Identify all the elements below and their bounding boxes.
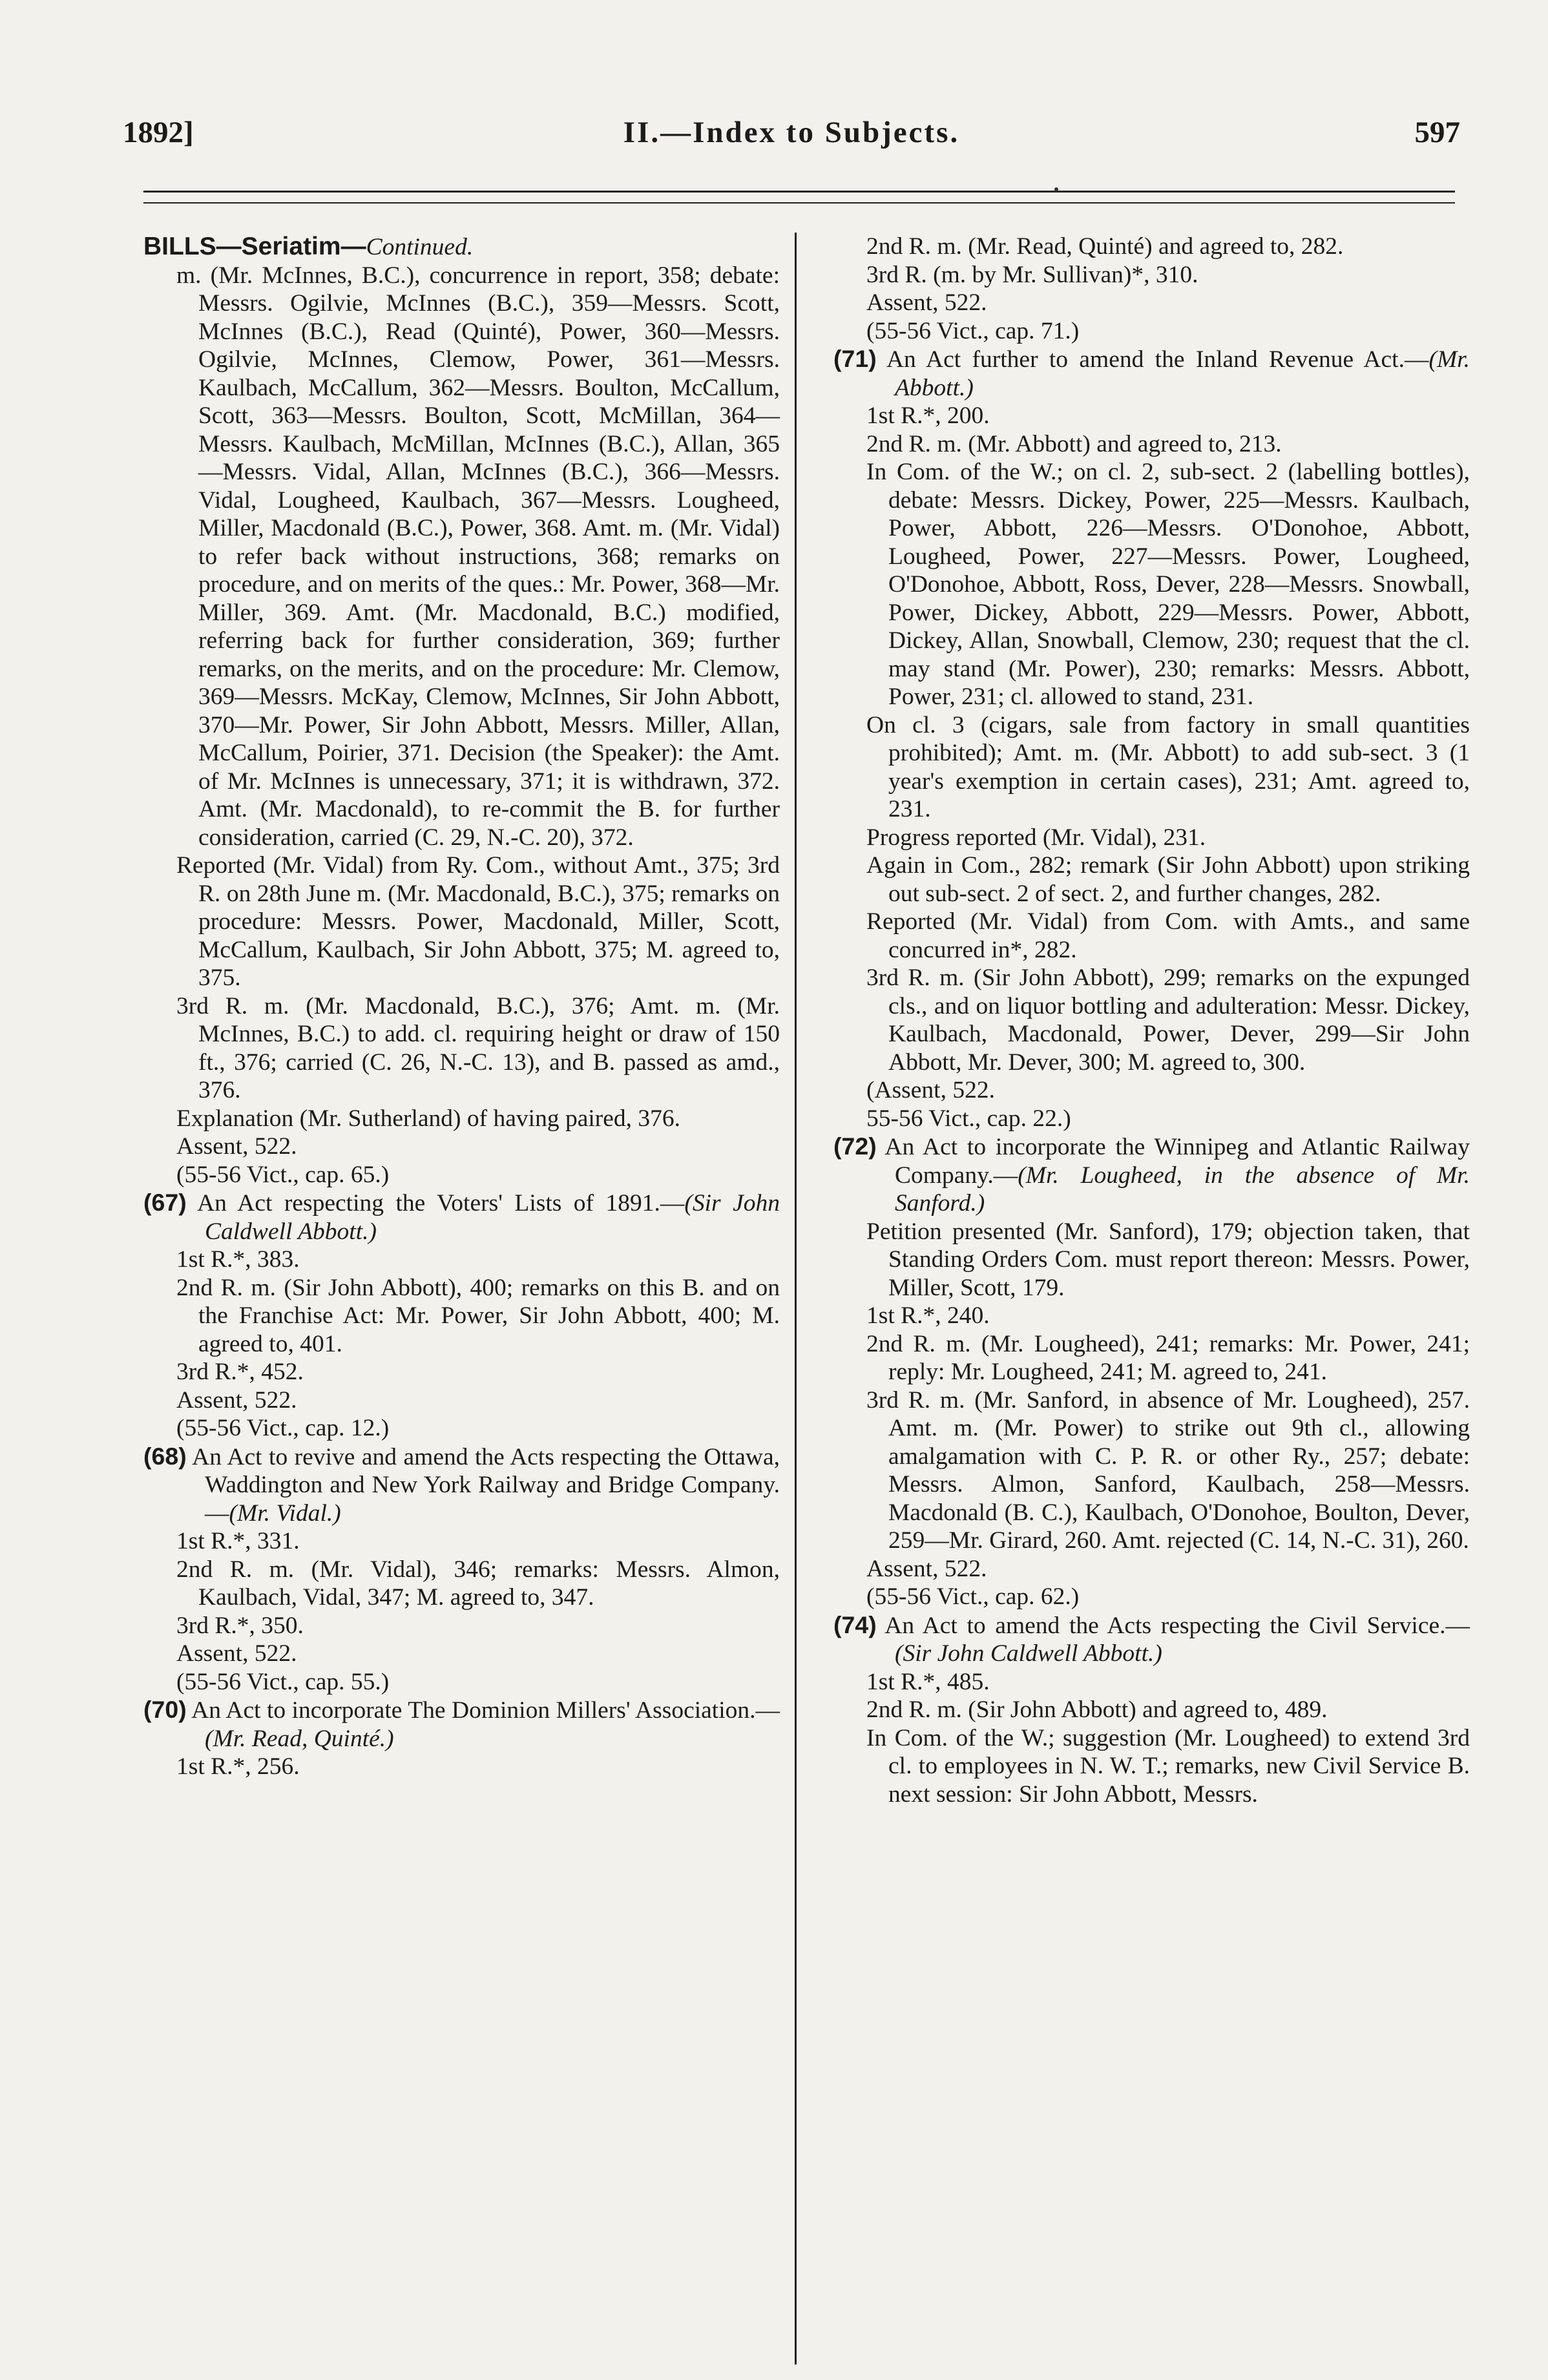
list-item: Assent, 522. [866, 289, 987, 316]
list-item: 2nd R. m. (Mr. Vidal), 346; remarks: Messrs. Almon, Kaulbach, Vidal, 347; M. agreed to, 347. [176, 1556, 780, 1611]
bill-title-text: An Act to revive and amend the Acts respecting the Ottawa, Waddington and New York Railway and Bridge Company.— [192, 1443, 780, 1527]
list-item: 3rd R. m. (Sir John Abbott), 299; remarks on the expunged cls., and on liquor bottling and adulteration: Messr. Dickey, Kaulbach, Macdonald, Power, Dever, 299—Sir John Abbott, Mr. Dever, 300; M. agreed to, 300. [866, 965, 1470, 1076]
bill-number: (67) [143, 1189, 187, 1216]
header-rule-bottom [143, 202, 1455, 204]
bill-sponsor: (Sir John Caldwell Abbott.) [205, 1190, 780, 1245]
list-item: (55-56 Vict., cap. 12.) [176, 1415, 390, 1441]
header-rule-top [143, 191, 1455, 193]
list-item: Reported (Mr. Vidal) from Ry. Com., without Amt., 375; 3rd R. on 28th June m. (Mr. Macdonald, B.C.), 375; remarks on procedure: Messrs. Power, Macdonald, Miller, Scott, McCallum, Kaulbach, Sir John Abbott, 375; M. agreed to, 375. [176, 852, 780, 991]
list-item: 3rd R. (m. by Mr. Sullivan)*, 310. [866, 261, 1198, 288]
section-heading [143, 233, 780, 262]
bill-title-72 [833, 1133, 1470, 1218]
bill-sponsor: (Mr. Lougheed, in the absence of Mr. Sanford.) [895, 1162, 1470, 1216]
list-item: In Com. of the W.; on cl. 2, sub-sect. 2 (labelling bottles), debate: Messrs. Dickey, Power, 225—Messrs. Kaulbach, Power, Abbott, 226—Messrs. O'Donohoe, Abbott, Lougheed, Power, 227—Messrs. Power, Lougheed, O'Donohoe, Abbott, Ross, Dever, 228—Messrs. Snowball, Power, Dickey, Abbott, 229—Messrs. Power, Abbott, Dickey, Allan, Snowball, Clemow, 230; request that the cl. may stand (Mr. Power), 230; remarks: Messrs. Abbott, Power, 231; cl. allowed to stand, 231. [866, 459, 1470, 710]
list-item: 2nd R. m. (Mr. Abbott) and agreed to, 213. [866, 430, 1282, 457]
bill-number: (71) [833, 345, 877, 372]
bill-sponsor: (Mr. Abbott.) [895, 346, 1470, 401]
heading-text: BILLS—Seriatim— [143, 233, 366, 260]
bill-number: (68) [143, 1442, 187, 1470]
right-column [833, 233, 1470, 1808]
running-header [123, 115, 1460, 160]
list-item: (Assent, 522. [866, 1077, 995, 1103]
list-item: On cl. 3 (cigars, sale from factory in small quantities prohibited); Amt. m. (Mr. Abbott) to add sub-sect. 3 (1 year's exemption in certain cases), 231; Amt. agreed to, 231. [866, 711, 1470, 822]
bill-title-text: An Act to amend the Acts respecting the Civil Service.— [884, 1612, 1470, 1639]
bill-title-67 [143, 1189, 780, 1246]
list-item: 1st R.*, 331. [176, 1528, 300, 1554]
list-item: 2nd R. m. (Mr. Read, Quinté) and agreed to, 282. [866, 233, 1344, 260]
bill-title-text: An Act to incorporate The Dominion Millers' Association.— [191, 1697, 780, 1724]
list-item: Petition presented (Mr. Sanford), 179; objection taken, that Standing Orders Com. must report thereon: Messrs. Power, Miller, Scott, 179. [866, 1218, 1470, 1301]
bill-title-text: An Act further to amend the Inland Revenue Act.— [886, 346, 1429, 373]
bill-title-68 [143, 1443, 780, 1528]
list-item: (55-56 Vict., cap. 71.) [866, 317, 1080, 344]
page-number: 597 [1414, 116, 1460, 149]
list-item: 3rd R. m. (Mr. Sanford, in absence of Mr. Lougheed), 257. Amt. m. (Mr. Power) to strike out 9th cl., allowing amalgamation with C. P. R. or other Ry., 257; debate: Messrs. Almon, Sanford, Kaulbach, 258—Messrs. Macdonald (B. C.), Kaulbach, O'Donohoe, Boulton, Dever, 259—Mr. Girard, 260. Amt. rejected (C. 14, N.-C. 31), 260. [866, 1386, 1470, 1554]
list-item: 3rd R.*, 452. [176, 1359, 304, 1385]
list-item: (55-56 Vict., cap. 65.) [176, 1161, 390, 1188]
header-title: II.—Index to Subjects. [623, 116, 960, 149]
bill-sponsor: (Mr. Vidal.) [229, 1499, 341, 1527]
bill-title-text: An Act to incorporate the Winnipeg and Atlantic Railway Company.— [884, 1134, 1470, 1189]
list-item: Assent, 522. [176, 1640, 297, 1667]
bill-number: (70) [143, 1696, 187, 1723]
list-item: 3rd R. m. (Mr. Macdonald, B.C.), 376; Amt. m. (Mr. McInnes, B.C.) to add. cl. requiring height or draw of 150 ft., 376; carried (C. 26, N.-C. 13), and B. passed as amd., 376. [176, 992, 780, 1103]
header-year: 1892] [123, 116, 194, 149]
list-item: Again in Com., 282; remark (Sir John Abbott) upon striking out sub-sect. 2 of sect. 2, and further changes, 282. [866, 852, 1470, 907]
list-item: 1st R.*, 256. [176, 1753, 300, 1780]
list-item: (55-56 Vict., cap. 55.) [176, 1668, 390, 1695]
print-speck [1054, 187, 1058, 191]
list-item: Assent, 522. [176, 1133, 297, 1160]
bill-title-70 [143, 1696, 780, 1753]
list-item: In Com. of the W.; suggestion (Mr. Lougheed) to extend 3rd cl. to employees in N. W. T.; remarks, new Civil Service B. next session: Sir John Abbott, Messrs. [866, 1724, 1470, 1808]
list-item: Assent, 522. [176, 1386, 297, 1414]
list-item: 2nd R. m. (Sir John Abbott) and agreed to, 489. [866, 1696, 1328, 1723]
list-item: 1st R.*, 240. [866, 1302, 990, 1329]
bill-sponsor: (Mr. Read, Quinté.) [205, 1725, 394, 1752]
bill-title-74 [833, 1611, 1470, 1668]
heading-continued: Continued. [366, 234, 474, 260]
list-item: 55-56 Vict., cap. 22.) [866, 1105, 1071, 1132]
list-item: Reported (Mr. Vidal) from Com. with Amts., and same concurred in*, 282. [866, 908, 1470, 963]
bill-sponsor: (Sir John Caldwell Abbott.) [895, 1640, 1162, 1667]
column-divider [795, 233, 797, 2364]
list-item: Assent, 522. [866, 1555, 987, 1582]
left-column [143, 233, 780, 1781]
list-item: (55-56 Vict., cap. 62.) [866, 1583, 1080, 1610]
list-item: Progress reported (Mr. Vidal), 231. [866, 824, 1206, 851]
list-item: 1st R.*, 383. [176, 1246, 300, 1273]
bill-number: (74) [833, 1611, 877, 1638]
list-item: 2nd R. m. (Mr. Lougheed), 241; remarks: Mr. Power, 241; reply: Mr. Lougheed, 241; M. agreed to, 241. [866, 1330, 1470, 1385]
list-item: 1st R.*, 485. [866, 1668, 990, 1695]
list-item: 3rd R.*, 350. [176, 1612, 304, 1639]
list-item: 1st R.*, 200. [866, 402, 990, 429]
bill-title-text: An Act respecting the Voters' Lists of 1891.— [197, 1190, 685, 1216]
bill-title-71 [833, 345, 1470, 402]
list-item: m. (Mr. McInnes, B.C.), concurrence in report, 358; debate: Messrs. Ogilvie, McInnes (B.C.), 359—Messrs. Scott, McInnes (B.C.), Read (Quinté), Power, 360—Messrs. Ogilvie, McInnes, Clemow, Power, 361—Messrs. Kaulbach, McCallum, 362—Messrs. Boulton, McCallum, Scott, 363—Messrs. Boulton, Scott, McMillan, 364—Messrs. Kaulbach, McMillan, McInnes (B.C.), Allan, 365—Messrs. Vidal, Allan, McInnes (B.C.), 366—Messrs. Vidal, Lougheed, Kaulbach, 367—Messrs. Lougheed, Miller, Macdonald (B.C.), Power, 368. Amt. m. (Mr. Vidal) to refer back without instructions, 368; remarks on procedure, and on merits of the ques.: Mr. Power, 368—Mr. Miller, 369. Amt. (Mr. Macdonald, B.C.) modified, referring back for further consideration, 369; further remarks, on the merits, and on the procedure: Mr. Clemow, 369—Messrs. McKay, Clemow, McInnes, Sir John Abbott, 370—Mr. Power, Sir John Abbott, Messrs. Miller, Allan, McCallum, Poirier, 371. Decision (the Speaker): the Amt. of Mr. McInnes is unnecessary, 371; it is withdrawn, 372. Amt. (Mr. Macdonald), to re-commit the B. for further consideration, carried (C. 29, N.-C. 20), 372. [176, 262, 780, 851]
bill-number: (72) [833, 1133, 877, 1160]
list-item: Explanation (Mr. Sutherland) of having paired, 376. [176, 1105, 681, 1132]
list-item: 2nd R. m. (Sir John Abbott), 400; remarks on this B. and on the Franchise Act: Mr. Power, Sir John Abbott, 400; M. agreed to, 401. [176, 1274, 780, 1357]
